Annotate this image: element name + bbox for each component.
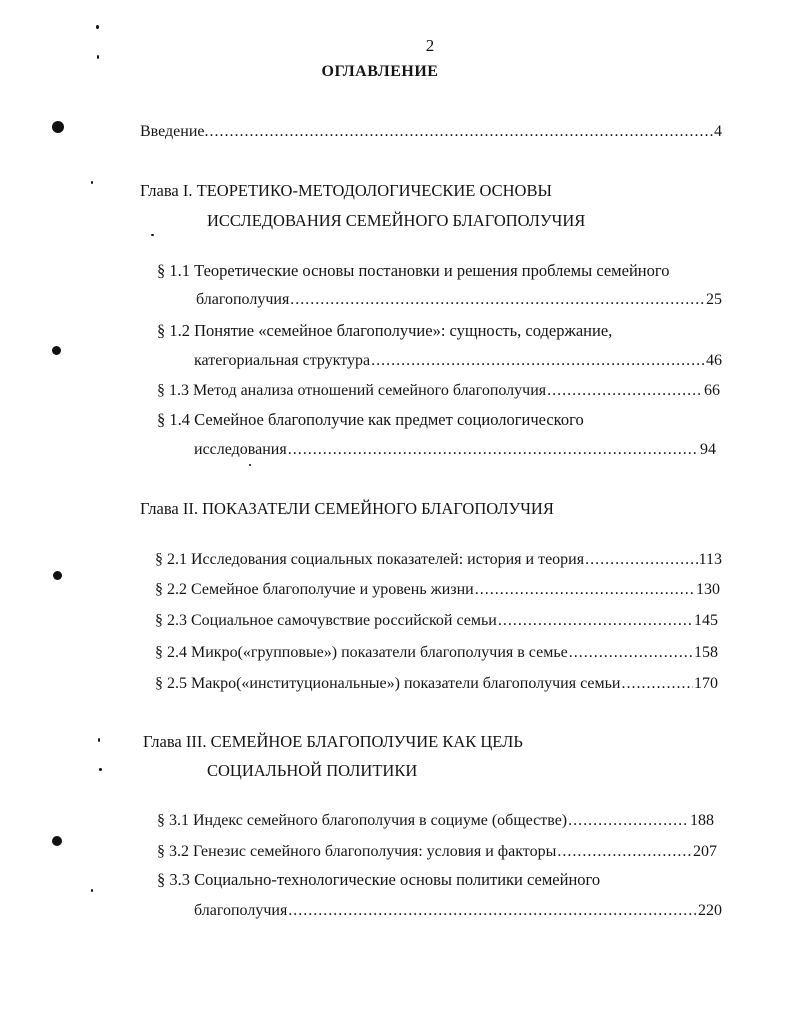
toc-entry-page: 130 xyxy=(696,581,720,598)
section-1-3 xyxy=(157,380,720,402)
section-2-3 xyxy=(155,610,718,632)
section-2-4 xyxy=(155,642,718,664)
toc-entry-label: исследования xyxy=(194,441,287,458)
toc-entry-label: § 2.1 Исследования социальных показателей: история и теория xyxy=(155,551,585,568)
scan-speck xyxy=(91,889,93,892)
chapter-1-heading-line1: Глава I. ТЕОРЕТИКО-МЕТОДОЛОГИЧЕСКИЕ ОСНОВЫ xyxy=(140,181,552,200)
dot-leader xyxy=(585,549,697,571)
toc-entry-page: 207 xyxy=(693,843,717,860)
toc-title: ОГЛАВЛЕНИЕ xyxy=(321,63,439,80)
binder-hole-mark xyxy=(53,571,62,580)
toc-entry-page: 158 xyxy=(694,644,718,661)
dot-leader xyxy=(210,121,714,143)
toc-entry-page: 145 xyxy=(694,612,718,629)
toc-entry-page: 46 xyxy=(706,352,722,369)
chapter-3-heading-line2: СОЦИАЛЬНОЙ ПОЛИТИКИ xyxy=(207,761,418,780)
scan-speck xyxy=(91,181,93,184)
toc-entry-intro xyxy=(140,121,722,143)
toc-entry-label: благополучия xyxy=(196,291,290,308)
binder-hole-mark xyxy=(52,346,61,355)
section-1-4-line2 xyxy=(194,439,716,461)
section-3-2 xyxy=(157,841,717,863)
toc-entry-label: § 2.2 Семейное благополучие и уровень жизни xyxy=(155,581,474,598)
scan-speck xyxy=(99,768,102,771)
toc-entry-page: 25 xyxy=(706,291,722,308)
section-1-4-line1: § 1.4 Семейное благополучие как предмет социологического xyxy=(157,410,584,429)
section-3-3-line1: § 3.3 Социально-технологические основы политики семейного xyxy=(157,870,601,889)
section-2-1 xyxy=(155,549,722,571)
scan-speck xyxy=(151,234,154,236)
dot-leader xyxy=(569,642,693,664)
toc-entry-page: 4 xyxy=(714,123,722,140)
dot-leader xyxy=(288,900,697,922)
toc-entry-page: 188 xyxy=(690,812,714,829)
toc-entry-label: § 2.3 Социальное самочувствие российской семьи xyxy=(155,612,497,629)
section-1-1-line1: § 1.1 Теоретические основы постановки и решения проблемы семейного xyxy=(157,261,670,280)
dot-leader xyxy=(371,350,705,372)
toc-entry-label: § 3.2 Генезис семейного благополучия: условия и факторы xyxy=(157,843,557,860)
dot-leader xyxy=(288,439,699,461)
binder-hole-mark xyxy=(52,836,62,846)
section-1-1-line2 xyxy=(196,289,722,311)
section-2-5 xyxy=(155,673,718,695)
section-1-2-line1: § 1.2 Понятие «семейное благополучие»: сущность, содержание, xyxy=(157,321,613,340)
dot-leader xyxy=(547,380,703,402)
section-3-1 xyxy=(157,810,714,832)
toc-entry-label: § 2.5 Макро(«институциональные») показатели благополучия семьи xyxy=(155,675,621,692)
section-3-3-line2 xyxy=(194,900,722,922)
toc-entry-label: категориальная структура xyxy=(194,352,371,369)
scan-speck xyxy=(96,25,99,29)
dot-leader xyxy=(621,673,693,695)
toc-entry-label: благополучия xyxy=(194,902,288,919)
dot-leader xyxy=(290,289,705,311)
section-1-2-line2 xyxy=(194,350,722,372)
chapter-2-heading: Глава II. ПОКАЗАТЕЛИ СЕМЕЙНОГО БЛАГОПОЛУЧИЯ xyxy=(140,499,554,518)
toc-entry-page: 94 xyxy=(700,441,716,458)
toc-entry-label: § 1.3 Метод анализа отношений семейного благополучия xyxy=(157,382,547,399)
toc-entry-page: 66 xyxy=(704,382,720,399)
dot-leader xyxy=(475,579,695,601)
scan-speck xyxy=(249,464,251,466)
binder-hole-mark xyxy=(52,121,64,133)
toc-entry-label: § 2.4 Микро(«групповые») показатели благополучия в семье xyxy=(155,644,568,661)
toc-entry-page: 220 xyxy=(698,902,722,919)
dot-leader xyxy=(498,610,693,632)
dot-leader xyxy=(557,841,692,863)
dot-leader xyxy=(568,810,689,832)
scan-speck xyxy=(98,738,100,742)
section-2-2 xyxy=(155,579,720,601)
toc-entry-label: § 3.1 Индекс семейного благополучия в социуме (обществе) xyxy=(157,812,568,829)
toc-entry-page: 113 xyxy=(698,551,722,568)
chapter-1-heading-line2: ИССЛЕДОВАНИЯ СЕМЕЙНОГО БЛАГОПОЛУЧИЯ xyxy=(207,211,586,230)
scan-speck xyxy=(97,55,99,59)
toc-entry-label: Введение. xyxy=(140,123,209,140)
toc-entry-page: 170 xyxy=(694,675,718,692)
page-number: 2 xyxy=(425,36,435,55)
chapter-3-heading-line1: Глава III. СЕМЕЙНОЕ БЛАГОПОЛУЧИЕ КАК ЦЕЛЬ xyxy=(143,732,523,751)
